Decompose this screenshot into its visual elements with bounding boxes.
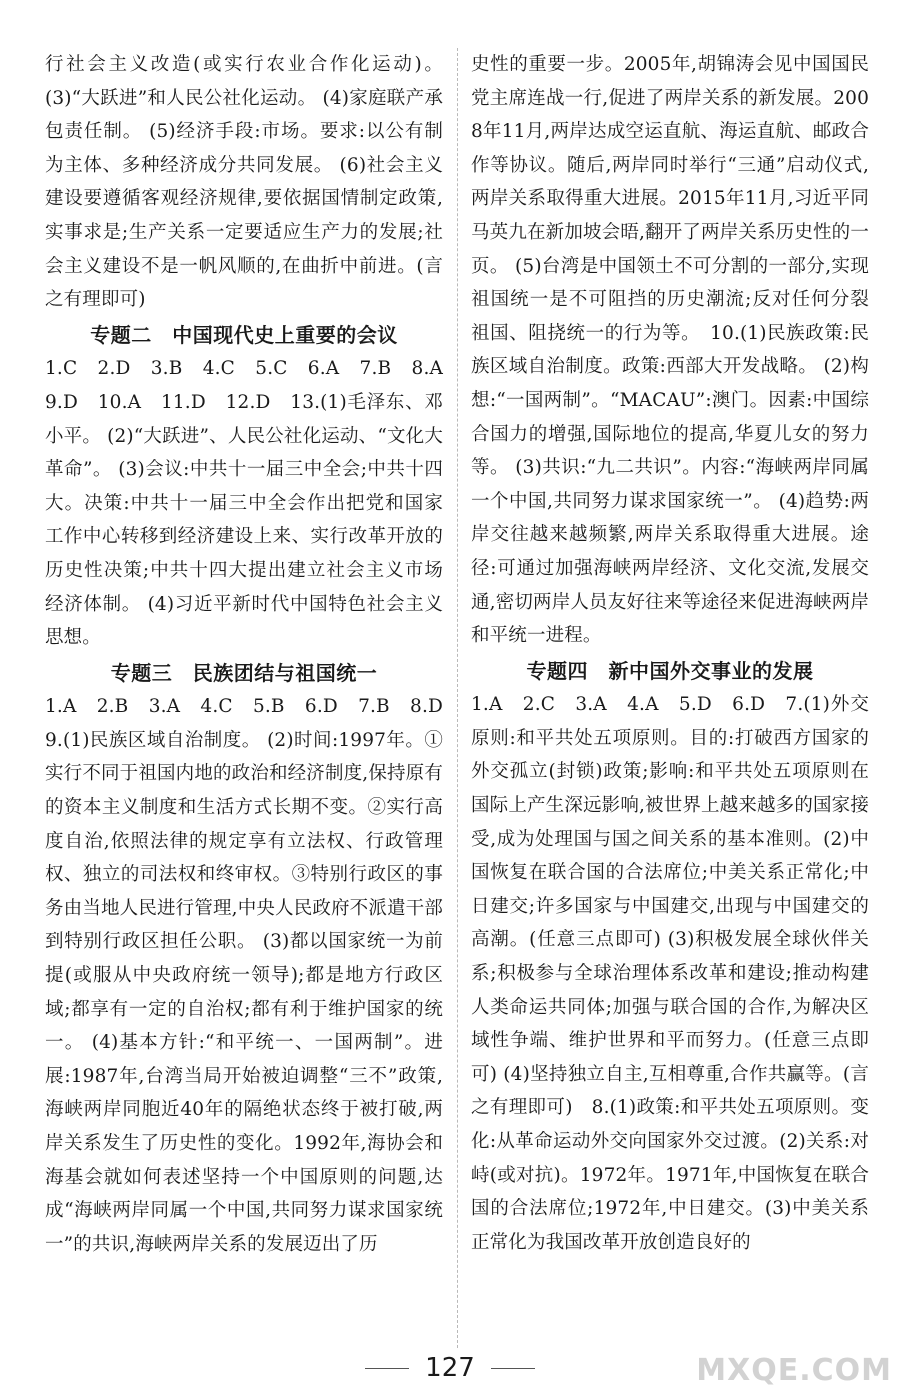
left-column xyxy=(45,48,462,1261)
right-paragraph-2: 1.A 2.C 3.A 4.A 5.D 6.D 7.(1)外交原则:和平共处五项原则。目的:打破西方国家的外交孤立(封锁)政策;影响:和平共处五项原则在国际上产生深远影响,被世界上越来越多的国家接受,成为处理国与国之间关系的基本准则。(2)中国恢复在联合国的合法席位;中美关系正常化;中日建交;许多国家与中国建交,出现与中国建交的高潮。(任意三点即可) (3)积极发展全球伙伴关系;积极参与全球治理体系改革和建设;推动构建人类命运共同体;加强与联合国的合作,为解决区域性争端、维护世界和平而努力。(任意三点即可) (4)坚持独立自主,互相尊重,合作共赢等。(言之有理即可) 8.(1)政策:和平共处五项原则。变化:从革命运动外交向国家外交过渡。(2)关系:对峙(或对抗)。1972年。1971年,中国恢复在联合国的合法席位;1972年,中日建交。(3)中美关系正常化为我国改革开放创造良好的 xyxy=(471,694,869,1253)
left-paragraph-3: 1.A 2.B 3.A 4.C 5.B 6.D 7.B 8.D 9.(1)民族区域自治制度。 (2)时间:1997年。①实行不同于祖国内地的政治和经济制度,保持原有的资本主义制度和生活方式长期不变。②实行高度自治,依照法律的规定享有立法权、行政管理权、独立的司法权和终审权。③特别行政区的事务由当地人民进行管理,中央人民政府不派遣干部到特别行政区担任公职。 (3)都以国家统一为前提(或服从中央政府统一领导);都是地方行政区域;都享有一定的自治权;都有利于维护国家的统一。 (4)基本方针:“和平统一、一国两制”。进展:1987年,台湾当局开始被迫调整“三不”政策,海峡两岸同胞近40年的隔绝状态终于被打破,两岸关系发生了历史性的变化。1992年,海协会和海基会就如何表述坚持一个中国原则的问题,达成“海峡两岸同属一个中国,共同努力谋求国家统一”的共识,海峡两岸关系的发展迈出了历 xyxy=(45,696,462,1255)
page-number: 127 xyxy=(425,1353,475,1383)
section-heading-4: 专题四 新中国外交事业的发展 xyxy=(526,658,814,683)
right-paragraph-1: 史性的重要一步。2005年,胡锦涛会见中国国民党主席连战一行,促进了两岸关系的新发展。2008年11月,两岸达成空运直航、海运直航、邮政合作等协议。随后,两岸同时举行“三通”启动仪式,两岸关系取得重大进展。2015年11月,习近平同马英九在新加坡会晤,翻开了两岸关系历史性的一页。 (5)台湾是中国领土不可分割的一部分,实现祖国统一是不可阻挡的历史潮流;反对任何分裂祖国、阻挠统一的行为等。 10.(1)民族政策:民族区域自治制度。政策:西部大开发战略。 (2)构想:“一国两制”。“MACAU”:澳门。因素:中国综合国力的增强,国际地位的提高,华夏儿女的努力等。 (3)共识:“九二共识”。内容:“海峡两岸同属一个中国,共同努力谋求国家统一”。 (4)趋势:两岸交往越来越频繁,两岸关系取得重大进展。途径:可通过加强海峡两岸经济、文化交流,发展交通,密切两岸人员友好往来等途径来促进海峡两岸和平统一进程。 xyxy=(471,54,869,647)
column-divider xyxy=(457,48,458,1348)
section-heading-3: 专题三 民族团结与祖国统一 xyxy=(110,660,378,685)
right-column xyxy=(471,48,869,1259)
footer-dash-right xyxy=(491,1368,535,1369)
left-paragraph-1: 行社会主义改造(或实行农业合作化运动)。(3)“大跃进”和人民公社化运动。 (4)家庭联产承包责任制。 (5)经济手段:市场。要求:以公有制为主体、多种经济成分共同发展。 (6)社会主义建设要遵循客观经济规律,要依据国情制定政策,实事求是;生产关系一定要适应生产力的发展;社会主义建设不是一帆风顺的,在曲折中前进。(言之有理即可) xyxy=(45,54,443,311)
left-paragraph-2: 1.C 2.D 3.B 4.C 5.C 6.A 7.B 8.A 9.D 10.A 11.D 12.D 13.(1)毛泽东、邓小平。 (2)“大跃进”、人民公社化运动、“文化大革命”。 (3)会议:中共十一届三中全会;中共十四大。决策:中共十一届三中全会作出把党和国家工作中心转移到经济建设上来、实行改革开放的历史性决策;中共十四大提出建立社会主义市场经济体制。 (4)习近平新时代中国特色社会主义思想。 xyxy=(45,358,462,649)
section-heading-2: 专题二 中国现代史上重要的会议 xyxy=(90,322,398,347)
watermark-logo: MXQE.COM xyxy=(696,1353,892,1388)
footer-dash-left xyxy=(365,1368,409,1369)
